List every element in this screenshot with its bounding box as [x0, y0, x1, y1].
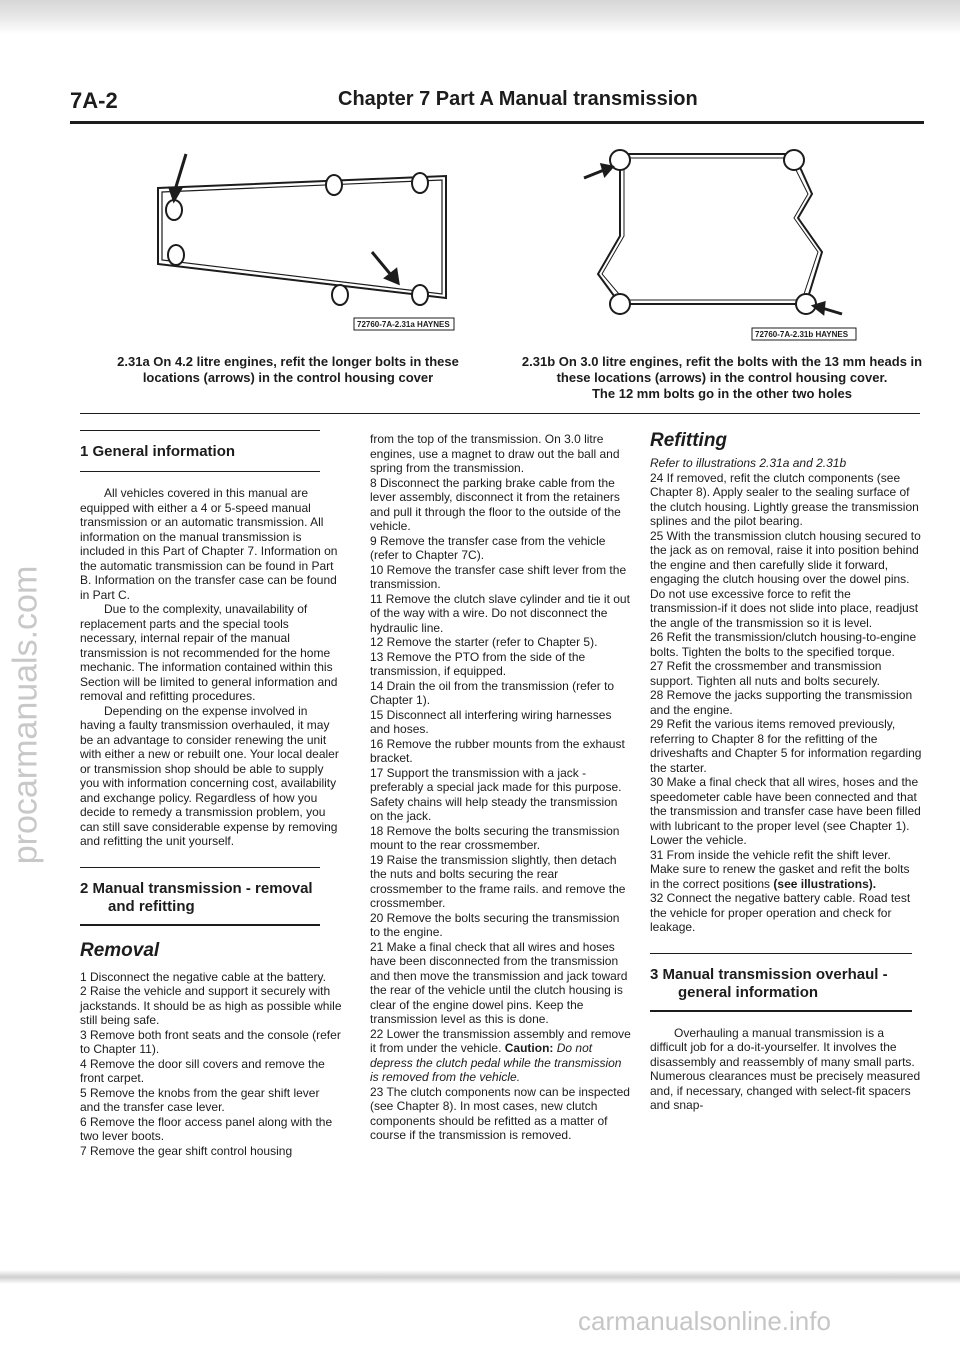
side-watermark: procarmanuals.com [6, 565, 45, 865]
step: 4 Remove the door sill covers and remove the front carpet. [80, 1056, 325, 1085]
step: 26 Refit the transmission/clutch housing-to-engine bolts. Tighten the bolts to the specified torque. [650, 630, 917, 659]
step: 24 If removed, refit the clutch components (see Chapter 8). Apply sealer to the sealing surface of the clutch housing. Lightly grease the transmission splines and the pilot bearing. [650, 470, 919, 528]
step: 3 Remove both front seats and the console (refer to Chapter 11). [80, 1027, 341, 1056]
bolt-hole [784, 150, 804, 170]
column-left [80, 430, 342, 1158]
step: 27 Refit the crossmember and transmission support. Tighten all nuts and bolts securely. [650, 659, 882, 688]
figure-2-31b [580, 140, 860, 342]
footer-watermark: carmanualsonline.info [578, 1306, 831, 1336]
step: 8 Disconnect the parking brake cable from the lever assembly, disconnect it from the retainers and pull it through the floor to the outside of the vehicle. [370, 475, 621, 533]
bolt-hole [326, 175, 342, 195]
step: 20 Remove the bolts securing the transmission to the engine. [370, 910, 620, 939]
step: 21 Make a final check that all wires and hoses have been disconnected from the transmission and then move the transmission and jack toward the rear of the vehicle until the clutch housing is clear of the engine dowel pins. Keep the transmission level as this is done. [370, 939, 628, 1026]
caution-text: Do not depress the clutch pedal while the transmission is removed from the vehicle. [370, 1041, 622, 1084]
step: 30 Make a final check that all wires, hoses and the speedometer cable have been connected and that the transmission and transfer case have been filled with lubricant to the proper level (see Chapter 1). Lower the vehicle. [650, 775, 921, 847]
page-number: 7A-2 [70, 88, 118, 113]
refer-note: Refer to illustrations 2.31a and 2.31b [650, 456, 847, 470]
scan-top-edge [0, 0, 960, 34]
step: 25 With the transmission clutch housing secured to the jack as on removal, raise it into position behind the engine and then carefully slide it forward, engaging the clutch housing over the dowel pins. Do not use excessive force to refit the transmission-if it does not slide into place, readjust the angle of the transmission so it is level. [650, 528, 921, 630]
bolt-hole [166, 200, 182, 220]
step: 18 Remove the bolts securing the transmission mount to the rear crossmember. [370, 823, 620, 852]
step: 22 Lower the transmission assembly and remove it from under the vehicle. Caution: Do not depress the clutch pedal while the transmission is removed from the vehicle. [370, 1026, 631, 1084]
step: 17 Support the transmission with a jack - preferably a special jack made for this purpose. Safety chains will help steady the transmission on the jack. [370, 765, 622, 823]
chapter-title: Chapter 7 Part A Manual transmission [338, 88, 698, 110]
step: 14 Drain the oil from the transmission (refer to Chapter 1). [370, 678, 615, 707]
step: 13 Remove the PTO from the side of the transmission, if equipped. [370, 649, 586, 678]
step: 5 Remove the knobs from the gear shift lever and the transfer case lever. [80, 1085, 320, 1114]
control-housing-cover-outline-a [158, 176, 446, 298]
page-header [70, 88, 924, 128]
column-right [650, 430, 922, 1113]
figure-2-31a [148, 148, 462, 334]
section-2-title: 2 Manual transmission - removal and refitting [80, 879, 313, 915]
arrow-indicator [170, 154, 398, 283]
arrow-indicator [584, 165, 842, 314]
section-1-title: 1 General information [80, 443, 236, 460]
scan-bottom-edge [0, 1270, 960, 1284]
control-housing-cover-outline-b [598, 154, 822, 304]
paragraph: from the top of the transmission. On 3.0 litre engines, use a magnet to draw out the ball and spring from the transmission. [370, 432, 620, 475]
bolt-hole [796, 294, 816, 314]
figure-caption-b: 2.31b On 3.0 litre engines, refit the bolts with the 13 mm heads in these locations (arrows) in the control housing cover. The 12 mm bolts go in the other two holes [521, 354, 923, 401]
step: 12 Remove the starter (refer to Chapter 5). [370, 635, 598, 649]
figure-code-b: 72760-7A-2.31b HAYNES [755, 330, 849, 339]
section-divider [80, 413, 920, 414]
removal-heading: Removal [80, 939, 160, 961]
step: 9 Remove the transfer case from the vehicle (refer to Chapter 7C). [370, 533, 606, 562]
bolt-hole [412, 173, 428, 193]
step: 32 Connect the negative battery cable. Road test the vehicle for proper operation and check for leakage. [650, 891, 911, 934]
caution-label: Caution: [504, 1041, 554, 1055]
step: 16 Remove the rubber mounts from the exhaust bracket. [370, 736, 625, 765]
step: 2 Raise the vehicle and support it securely with jackstands. It should be as high as possible while still being safe. [80, 984, 342, 1027]
step: 11 Remove the clutch slave cylinder and tie it out of the way with a wire. Do not disconnect the hydraulic line. [370, 591, 630, 635]
refitting-heading: Refitting [650, 430, 728, 451]
bolt-hole [168, 245, 184, 265]
section-3-title: 3 Manual transmission overhaul - general information [650, 965, 888, 1001]
step: 19 Raise the transmission slightly, then detach the nuts and bolts securing the rear crossmember to the frame rails. and remove the crossmember. [370, 852, 626, 910]
step: 1 Disconnect the negative cable at the battery. [80, 969, 326, 984]
step: 31 From inside the vehicle refit the shift lever. Make sure to renew the gasket and refit the bolts in the correct positions (see illustrations). [650, 847, 910, 891]
figure-caption-a: 2.31a On 4.2 litre engines, refit the longer bolts in these locations (arrows) in the control housing cover [117, 354, 459, 385]
header-rule [70, 121, 924, 124]
paragraph: Depending on the expense involved in having a faulty transmission overhauled, it may be an advantage to consider renewing the unit with either a new or rebuilt one. Your local dealer or transmission shop should be able to supply you with information concerning cost, availability and exchange policy. Regardless of how you decide to remedy a transmission problem, you can still save considerable expense by removing and refitting the unit yourself. [80, 703, 339, 848]
paragraph: Overhauling a manual transmission is a difficult job for a do-it-yourselfer. It involves the disassembly and reassembly of many small parts. Numerous clearances must be precisely measured and, if necessary, changed with select-fit spacers and snap- [650, 1025, 921, 1112]
step: 23 The clutch components now can be inspected (see Chapter 8). In most cases, new clutch components should be refitted as a matter of course if the transmission is removed. [370, 1084, 630, 1142]
figure-code-a: 72760-7A-2.31a HAYNES [357, 320, 450, 329]
step: 28 Remove the jacks supporting the transmission and the engine. [650, 688, 913, 717]
step: 7 Remove the gear shift control housing [80, 1143, 293, 1158]
step: 10 Remove the transfer case shift lever from the transmission. [370, 562, 627, 591]
bolt-hole [610, 294, 630, 314]
step: 29 Refit the various items removed previously, referring to Chapter 8 for the refitting of the driveshafts and Chapter 5 for information regarding the starter. [650, 717, 922, 775]
column-middle [370, 432, 632, 1143]
paragraph: Due to the complexity, unavailability of replacement parts and the special tools necessary, internal repair of the manual transmission is not recommended for the home mechanic. The information contained within this Section will be limited to general information and removal and refitting procedures. [80, 602, 338, 703]
bolt-hole [332, 285, 348, 305]
step: 15 Disconnect all interfering wiring harnesses and hoses. [370, 707, 612, 736]
paragraph: All vehicles covered in this manual are equipped with either a 4 or 5-speed manual transmission or an automatic transmission. All information on the manual transmission is included in this Part of Chapter 7. Information on the automatic transmission can be found in Part B. Information on the transfer case can be found in Part C. [80, 486, 338, 602]
step: 6 Remove the floor access panel along with the two lever boots. [80, 1114, 333, 1143]
bolt-hole [412, 285, 428, 305]
